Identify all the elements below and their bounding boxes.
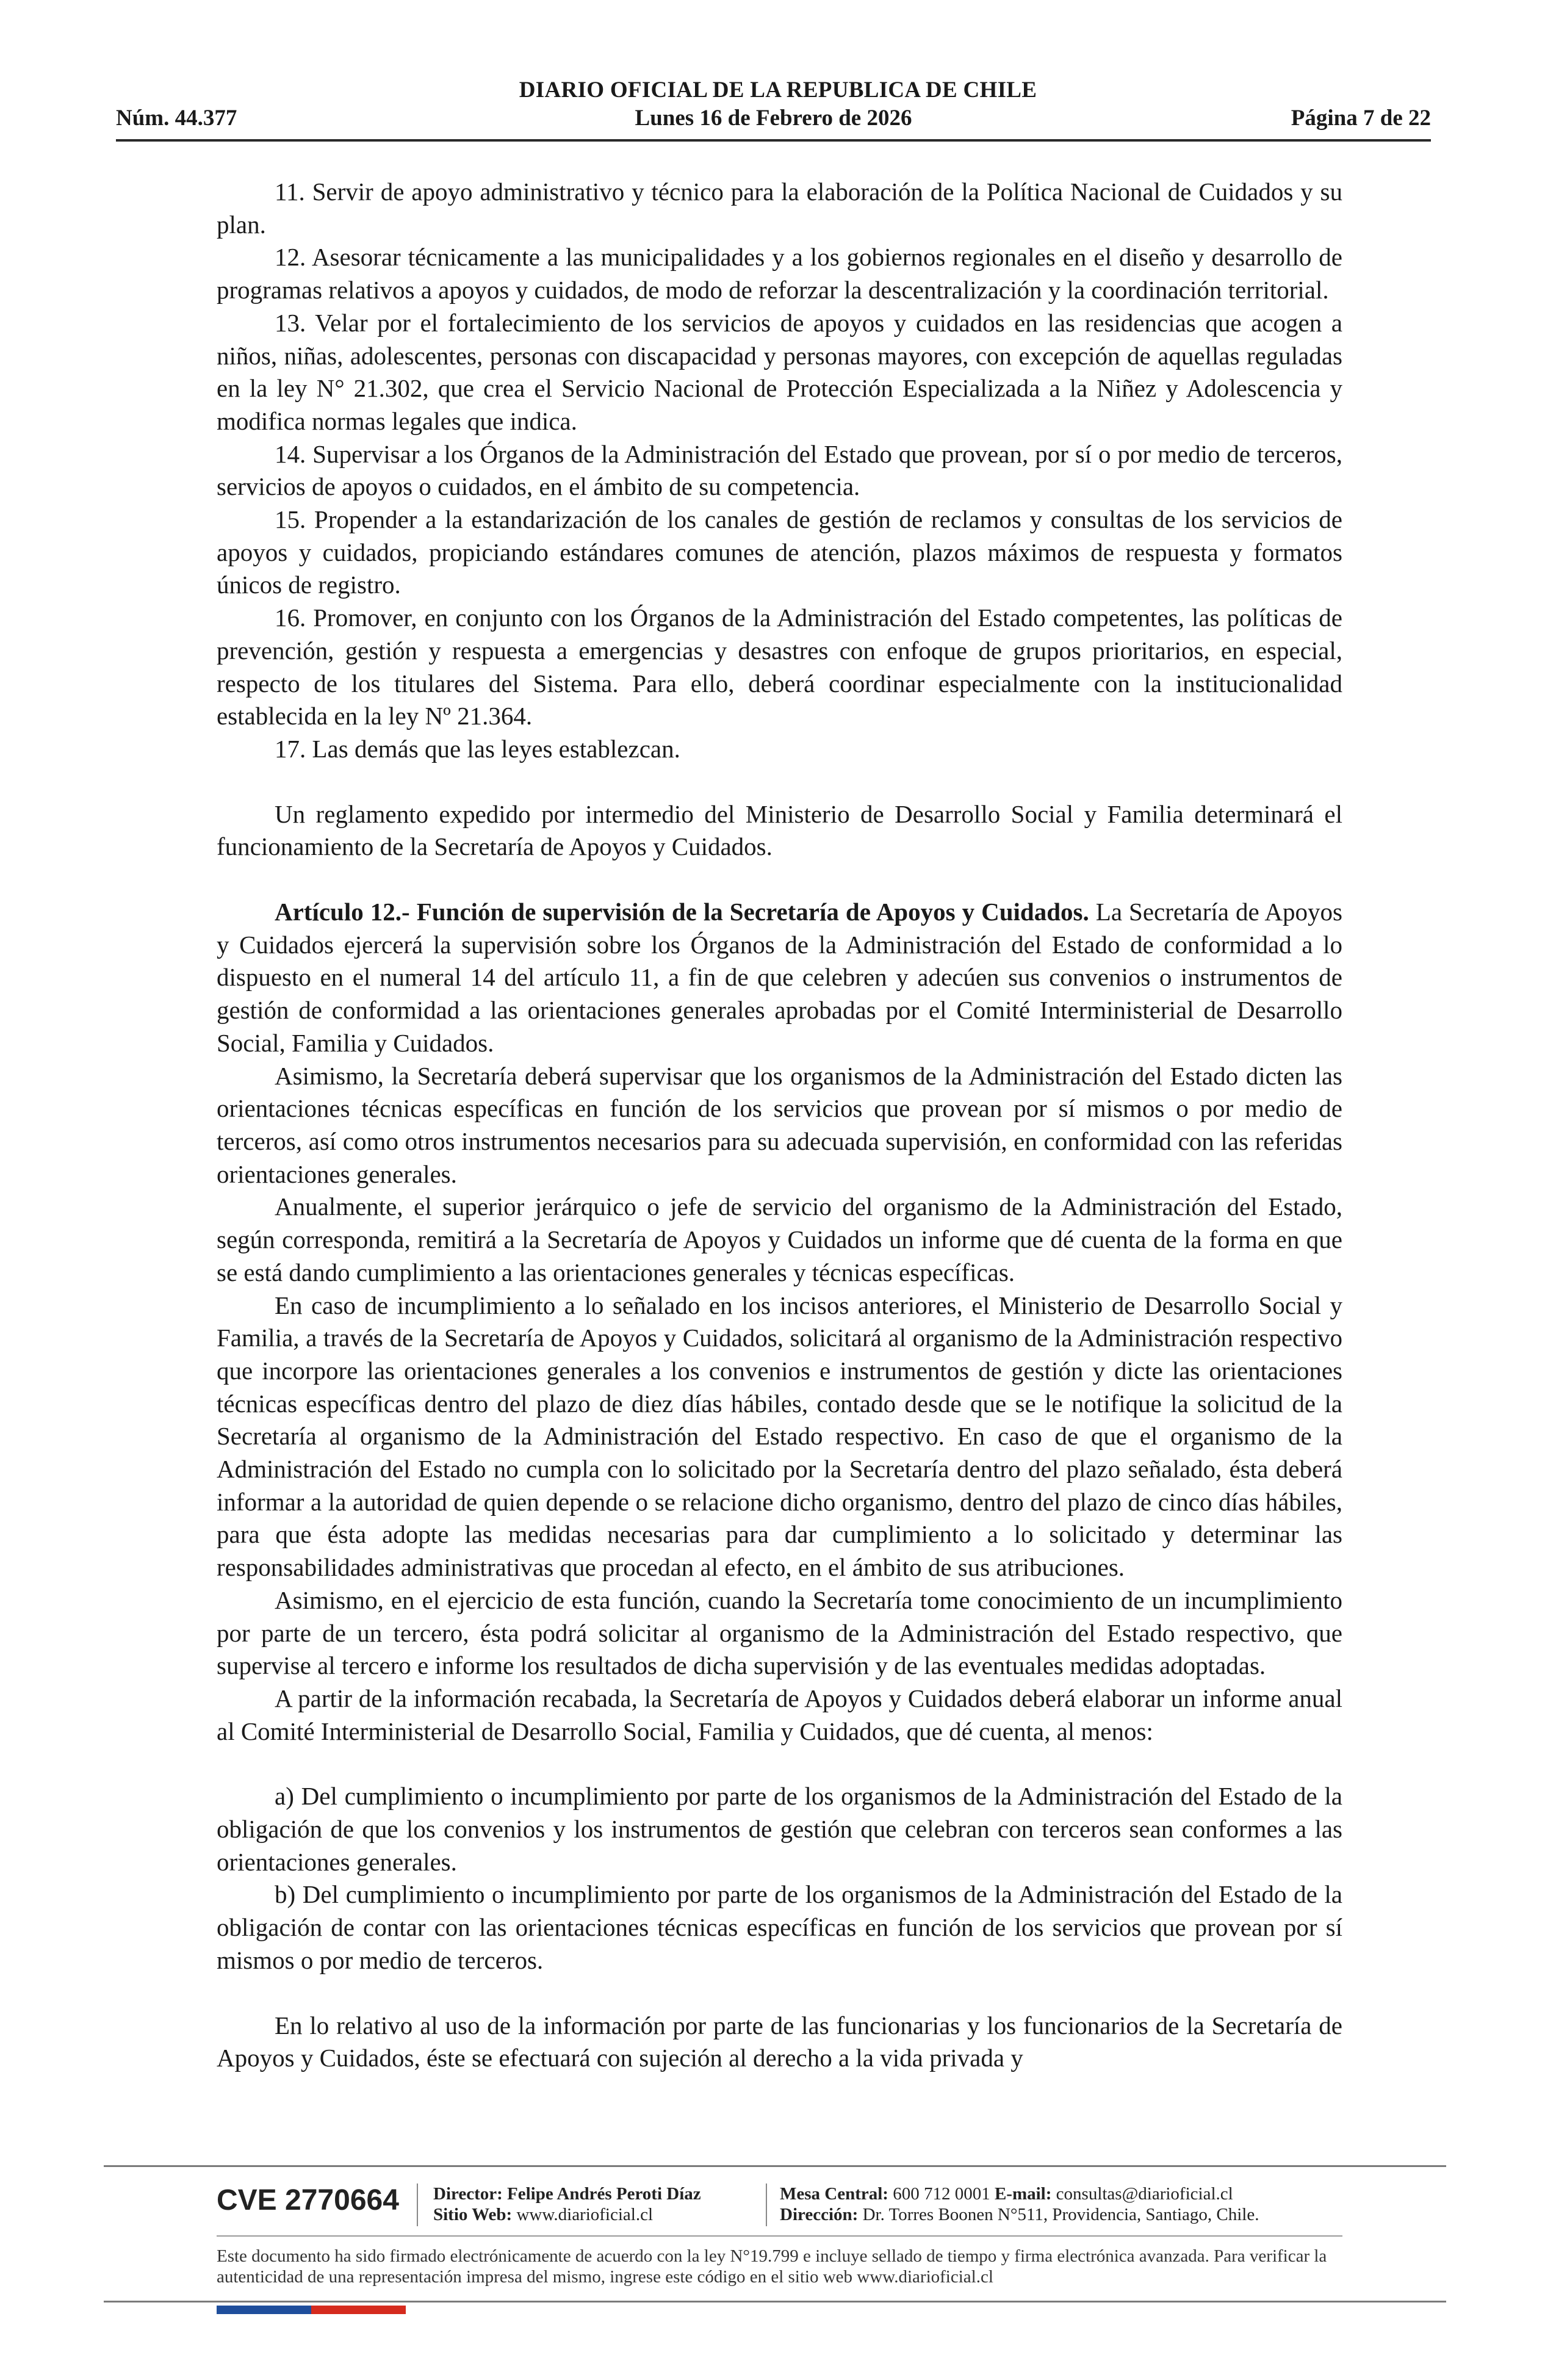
- list-item: b) Del cumplimiento o incumplimiento por parte de los organismos de la Administración del Estado de la obligación de contar con las orientaciones técnicas específicas en función de los servicios que provean por sí mismos o por medio de terceros.: [217, 1880, 1342, 1974]
- cve-code: CVE 2770664: [217, 2184, 399, 2216]
- article-text: La Secretaría de Apoyos y Cuidados ejercerá la supervisión sobre los Órganos de la Administración del Estado de conformidad a lo dispuesto en el numeral 14 del artículo 11, a fin de que celebren y adecúen sus convenios o instrumentos de gestión de conformidad a las orientaciones generales aprobadas por el Comité Interministerial de Desarrollo Social, Familia y Cuidados.: [217, 898, 1343, 1057]
- paragraph: 16. Promover, en conjunto con los Órganos de la Administración del Estado competentes, las políticas de prevención, gestión y respuesta a emergencias y desastres con enfoque de grupos prioritarios, en especial, respecto de los titulares del Sistema. Para ello, deberá coordinar especialmente con la institucionalidad establecida en la ley Nº 21.364.: [217, 604, 1342, 730]
- footer-divider: [104, 2301, 1446, 2302]
- paragraph: A partir de la información recabada, la Secretaría de Apoyos y Cuidados deberá elaborar un informe anual al Comité Interministerial de Desarrollo Social, Familia y Cuidados, que dé cuenta, al menos:: [217, 1684, 1342, 1745]
- paragraph: Asimismo, la Secretaría deberá supervisar que los organismos de la Administración del Estado dicten las orientaciones técnicas específicas en función de los servicios que provean por sí mismos o por medio de terceros, así como otros instrumentos necesarios para su adecuada supervisión, en conformidad con las referidas orientaciones generales.: [217, 1061, 1342, 1188]
- address-label: Dirección:: [780, 2205, 859, 2224]
- paragraph: Asimismo, en el ejercicio de esta función, cuando la Secretaría tome conocimiento de un incumplimiento por parte de un tercero, ésta podrá solicitar al organismo de la Administración del Estado respectivo, que supervise al tercero e informe los resultados de dicha supervisión y de las eventuales medidas adoptadas.: [217, 1585, 1342, 1680]
- article-heading: Artículo 12.- Función de supervisión de la Secretaría de Apoyos y Cuidados.: [275, 898, 1089, 926]
- paragraph: 13. Velar por el fortalecimiento de los servicios de apoyos y cuidados en las residencias que acogen a niños, niñas, adolescentes, personas con discapacidad y personas mayores, con excepción de aquellas reguladas en la ley N° 21.302, que crea el Servicio Nacional de Protección Especializada a la Niñez y Adolescencia y modifica normas legales que indica.: [217, 308, 1342, 435]
- footer-divider: [104, 2165, 1446, 2167]
- paragraph: Un reglamento expedido por intermedio del Ministerio de Desarrollo Social y Familia determinará el funcionamiento de la Secretaría de Apoyos y Cuidados.: [217, 799, 1342, 861]
- document-body: [217, 176, 1342, 2075]
- email-label: E-mail:: [994, 2184, 1052, 2204]
- paragraph: 17. Las demás que las leyes establezcan.: [275, 734, 680, 763]
- email-link[interactable]: consultas@diarioficial.cl: [1051, 2184, 1233, 2204]
- footer-divider: [217, 2235, 1342, 2237]
- footer-contact-block: [780, 2183, 1341, 2225]
- footer-director-block: [433, 2183, 763, 2225]
- address-value: Dr. Torres Boonen N°511, Providencia, Santiago, Chile.: [858, 2205, 1259, 2224]
- director-label: Director: Felipe Andrés Peroti Díaz: [433, 2184, 701, 2204]
- phone-label: Mesa Central:: [780, 2184, 888, 2204]
- paragraph: 14. Supervisar a los Órganos de la Administración del Estado que provean, por sí o por medio de terceros, servicios de apoyos o cuidados, en el ámbito de su competencia.: [217, 439, 1342, 501]
- website-label: Sitio Web:: [433, 2205, 513, 2224]
- paragraph: 15. Propender a la estandarización de los canales de gestión de reclamos y consultas de los servicios de apoyos y cuidados, propiciando estándares comunes de atención, plazos máximos de respuesta y formatos únicos de registro.: [217, 505, 1342, 599]
- flag-stripe-blue: [217, 2306, 311, 2314]
- paragraph: 11. Servir de apoyo administrativo y técnico para la elaboración de la Política Nacional de Cuidados y su plan.: [217, 178, 1342, 239]
- paragraph: En lo relativo al uso de la información por parte de las funcionarias y los funcionarios de la Secretaría de Apoyos y Cuidados, éste se efectuará con sujeción al derecho a la vida privada y: [217, 2011, 1342, 2072]
- phone-value: 600 712 0001: [888, 2184, 995, 2204]
- list-item: a) Del cumplimiento o incumplimiento por parte de los organismos de la Administración del Estado de la obligación de que los convenios y los instrumentos de gestión que celebran con terceros sean conformes a las orientaciones generales.: [217, 1782, 1342, 1876]
- footer-separator: [417, 2183, 418, 2226]
- header-divider: [116, 139, 1431, 142]
- issue-number: Núm. 44.377: [116, 106, 237, 131]
- paragraph: En caso de incumplimiento a lo señalado en los incisos anteriores, el Ministerio de Desarrollo Social y Familia, a través de la Secretaría de Apoyos y Cuidados, solicitará al organismo de la Administración respectivo que incorpore las orientaciones generales a los convenios e instrumentos de gestión y dicte las orientaciones técnicas específicas dentro del plazo de diez días hábiles, contado desde que se le notifique la solicitud de la Secretaría al organismo de la Administración del Estado respectivo. En caso de que el organismo de la Administración del Estado no cumpla con lo solicitado por la Secretaría dentro del plazo señalado, ésta deberá informar a la autoridad de quien depende o se relacione dicho organismo, dentro del plazo de cinco días hábiles, para que ésta adopte las medidas necesarias para dar cumplimiento a lo solicitado y determinar las responsabilidades administrativas que procedan al efecto, en el ámbito de sus atribuciones.: [217, 1291, 1342, 1582]
- issue-date: Lunes 16 de Febrero de 2026: [635, 106, 912, 131]
- footer-separator: [766, 2183, 767, 2226]
- flag-stripe-red: [311, 2306, 406, 2314]
- paragraph: 12. Asesorar técnicamente a las municipalidades y a los gobiernos regionales en el diseño y desarrollo de programas relativos a apoyos y cuidados, de modo de reforzar la descentralización y la coordinación territorial.: [217, 243, 1342, 305]
- gazette-title: DIARIO OFICIAL DE LA REPUBLICA DE CHILE: [519, 78, 1037, 103]
- paragraph: Anualmente, el superior jerárquico o jefe de servicio del organismo de la Administración del Estado, según corresponda, remitirá a la Secretaría de Apoyos y Cuidados un informe que dé cuenta de la forma en que se está dando cumplimiento a las orientaciones generales y técnicas específicas.: [217, 1192, 1342, 1286]
- page-number: Página 7 de 22: [1291, 106, 1431, 131]
- signature-disclaimer: Este documento ha sido firmado electrónicamente de acuerdo con la ley N°19.799 e incluye sellado de tiempo y firma electrónica avanzada. Para verificar la autenticidad de una representación impresa del mismo, ingrese este código en el sitio web www.diarioficial.cl: [217, 2246, 1327, 2287]
- website-link[interactable]: www.diarioficial.cl: [512, 2205, 654, 2224]
- article-12-paragraph: [217, 896, 1342, 1060]
